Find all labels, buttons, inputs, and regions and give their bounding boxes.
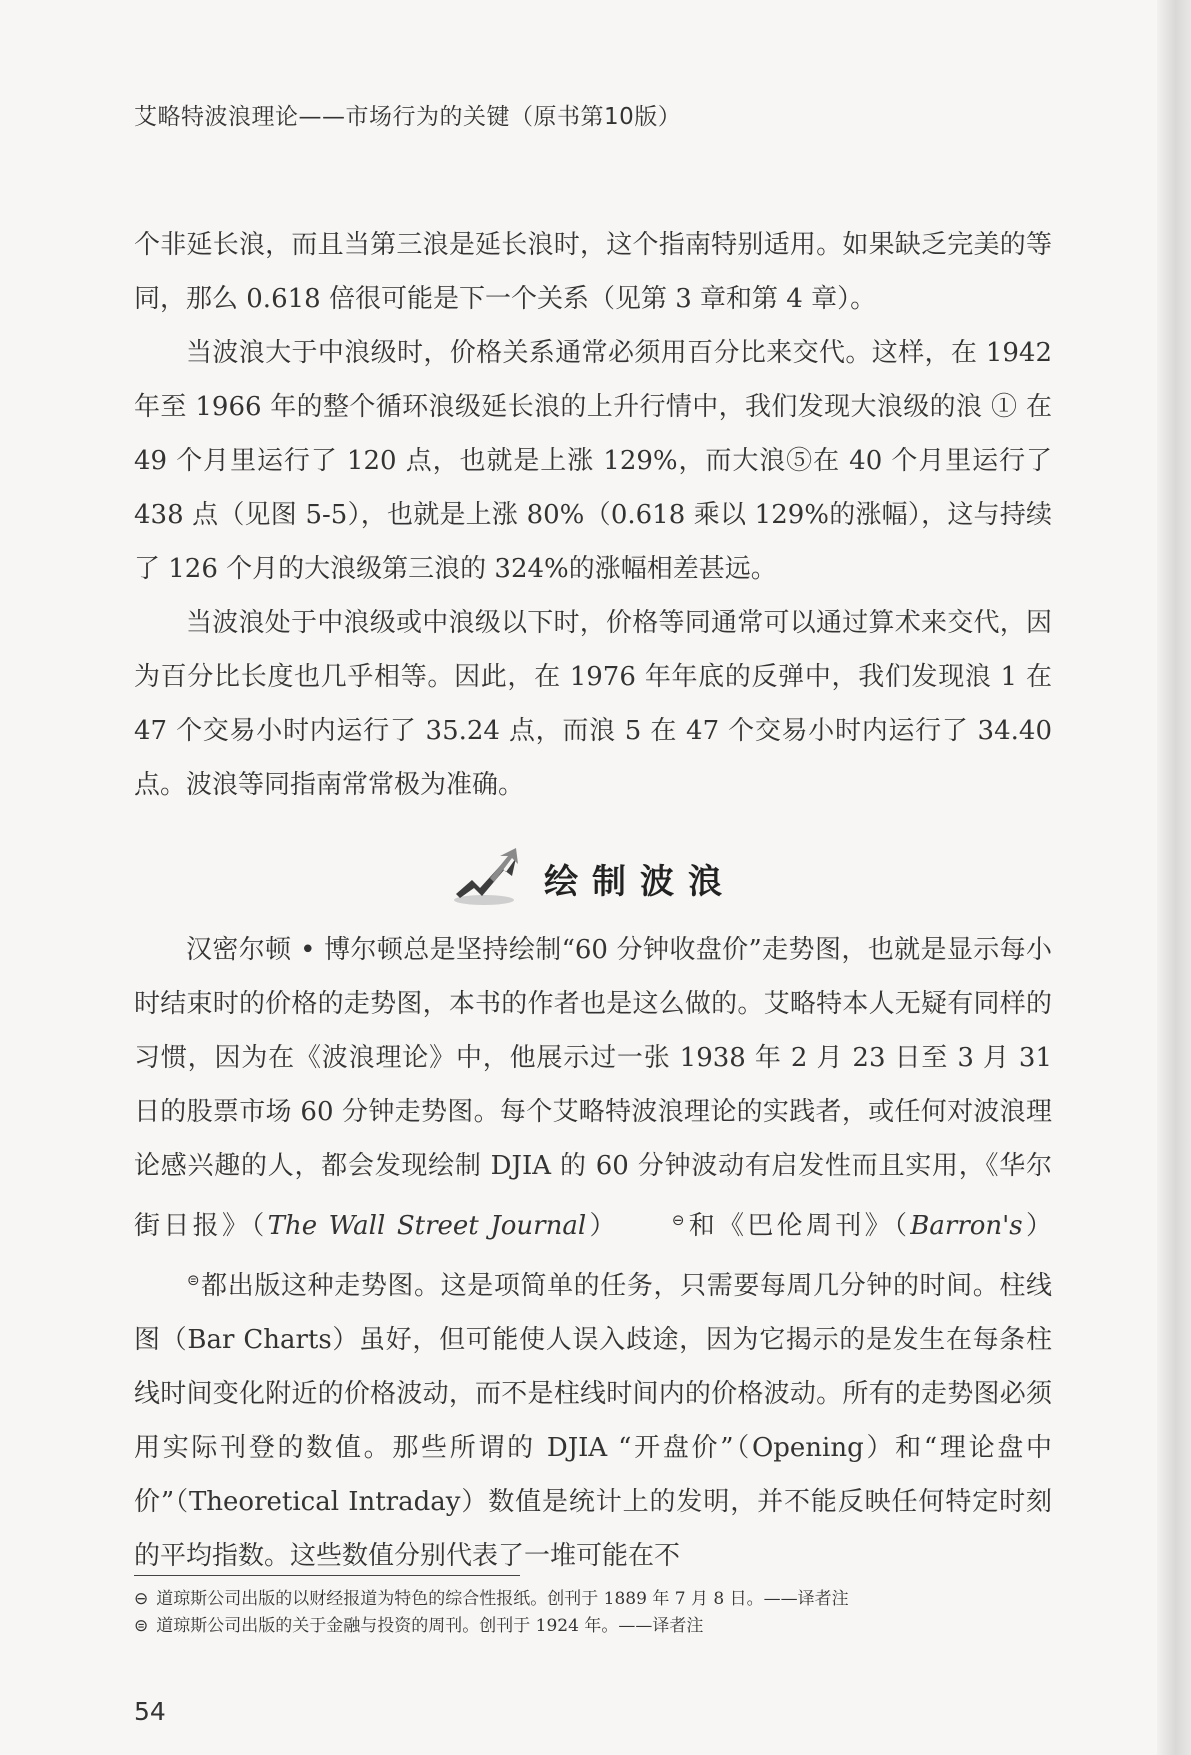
paragraph bbox=[134, 923, 1052, 1583]
paragraph-text: 和《巴伦周刊》（ bbox=[685, 1211, 911, 1241]
paragraph-text: 都出版这种走势图。这是项简单的任务，只需要每周几分钟的时间。柱线图（Bar Charts）虽好，但可能使人误入歧途，因为它揭示的是发生在每条柱线时间变化附近的价格波动，而不是柱线时间内的价格波动。所有的走势图必须用实际刊登的数值。那些所谓的 DJIA “开盘价”（Opening）和“理论盘中价”（Theoretical Intraday）数值是统计上的发明，并不能反映任何特定时刻的平均指数。这些数值分别代表了一堆可能在不 bbox=[134, 1271, 1052, 1571]
footnotes bbox=[134, 1586, 1034, 1640]
paragraph-text: ） bbox=[586, 1211, 619, 1241]
footnote-1 bbox=[134, 1586, 1034, 1613]
footnote-text: 道琼斯公司出版的以财经报道为特色的综合性报纸。创刊于 1889 年 7 月 8 日。——译者注 bbox=[156, 1589, 849, 1609]
paragraph: 当波浪大于中浪级时，价格关系通常必须用百分比来交代。这样，在 1942 年至 1966 年的整个循环浪级延长浪的上升行情中，我们发现大浪级的浪 ① 在 49 个月里运行了 120 点，也就是上涨 129%，而大浪⑤在 40 个月里运行了 438 点（见图 5-5），也就是上涨 80%（0.618 乘以 129%的涨幅），这与持续了 126 个月的大浪级第三浪的 324%的涨幅相差甚远。 bbox=[134, 338, 1052, 584]
body-text-bottom bbox=[134, 923, 1052, 1583]
barrons-title-en: Barron's bbox=[910, 1211, 1023, 1241]
wsj-title-en: The Wall Street Journal bbox=[267, 1211, 587, 1241]
page-edge-shadow bbox=[1157, 0, 1191, 1755]
footnote-divider bbox=[134, 1575, 520, 1576]
footnote-text: 道琼斯公司出版的关于金融与投资的周刊。创刊于 1924 年。——译者注 bbox=[156, 1616, 704, 1636]
footnote-marker-2[interactable]: ⊜ bbox=[187, 1271, 200, 1289]
paragraph-text: 汉密尔顿 • 博尔顿总是坚持绘制“60 分钟收盘价”走势图，也就是显示每小时结束时的价格的走势图，本书的作者也是这么做的。艾略特本人无疑有同样的习惯，因为在《波浪理论》中，他展示过一张 1938 年 2 月 23 日至 3 月 31 日的股票市场 60 分钟走势图。每个艾略特波浪理论的实践者，或任何对波浪理论感兴趣的人，都会发现绘制 DJIA 的 60 分钟波动有启发性而且实用，《华尔街日报》（ bbox=[134, 935, 1052, 1241]
rising-chart-arrow-icon bbox=[450, 848, 536, 908]
section-title: 绘制波浪 bbox=[544, 861, 736, 902]
paragraph-text: ） bbox=[1022, 1211, 1052, 1241]
page-number: 54 bbox=[134, 1697, 166, 1726]
footnote-2 bbox=[134, 1613, 1034, 1640]
body-text-top bbox=[134, 218, 1052, 812]
footnote-marker: ⊜ bbox=[134, 1616, 149, 1636]
footnote-marker-1[interactable]: ⊖ bbox=[671, 1211, 685, 1229]
paragraph: 当波浪处于中浪级或中浪级以下时，价格等同通常可以通过算术来交代，因为百分比长度也几乎相等。因此，在 1976 年年底的反弹中，我们发现浪 1 在 47 个交易小时内运行了 35.24 点，而浪 5 在 47 个交易小时内运行了 34.40 点。波浪等同指南常常极为准确。 bbox=[134, 608, 1052, 800]
footnote-marker: ⊖ bbox=[134, 1589, 149, 1609]
running-header: 艾略特波浪理论——市场行为的关键（原书第10版） bbox=[134, 104, 682, 130]
paragraph: 个非延长浪，而且当第三浪是延长浪时，这个指南特别适用。如果缺乏完美的等同，那么 0.618 倍很可能是下一个关系（见第 3 章和第 4 章）。 bbox=[134, 230, 1052, 314]
section-heading bbox=[450, 848, 736, 908]
